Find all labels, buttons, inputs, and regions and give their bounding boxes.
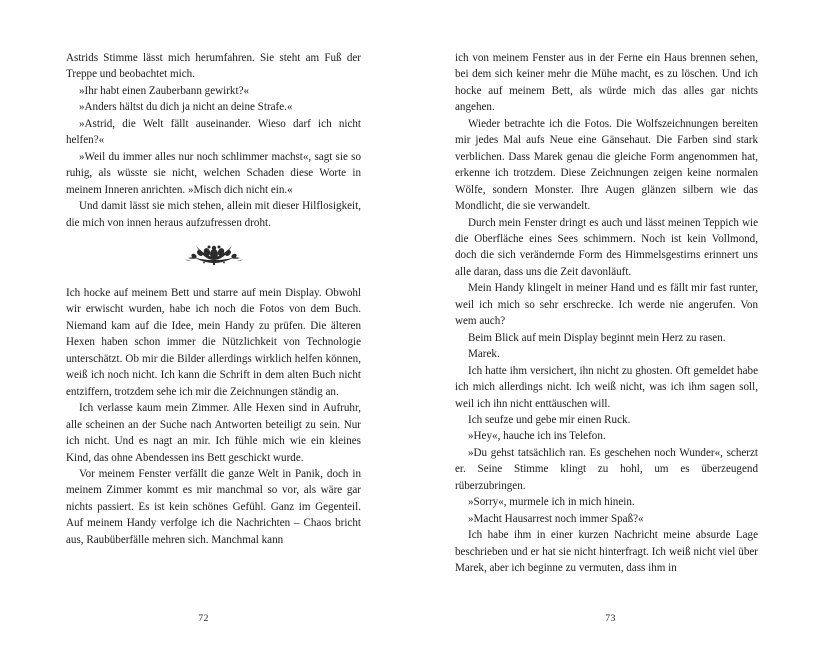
left-page-body — [66, 50, 361, 548]
paragraph: Vor meinem Fenster verfällt die ganze Welt in Panik, doch in meinem Zimmer kommt es mir manchmal so vor, als wäre gar nichts passiert. Es ist kein schönes Gefühl. Ganz im Gegenteil. Auf meinem Handy verfolge ich die Nachrichten – Chaos bricht aus, Raubüberfälle mehren sich. Manchmal kann — [66, 467, 361, 546]
paragraph: Ich habe ihm in einer kurzen Nachricht meine absurde Lage beschrieben und er hat sie nicht hinterfragt. Ich weiß nicht viel über Marek, aber ich beginne zu vermuten, dass ihm in — [455, 529, 758, 575]
paragraph: Mein Handy klingelt in meiner Hand und es fällt mir fast runter, weil ich mich so sehr erschrecke. Ich werde nie angerufen. Von wem auch? — [455, 282, 758, 328]
paragraph: »Sorry«, murmele ich in mich hinein. — [468, 496, 635, 509]
page-number-left: 72 — [198, 613, 209, 624]
paragraph: Durch mein Fenster dringt es auch und lässt meinen Teppich wie die Oberfläche eines Sees schimmern. Noch ist kein Vollmond, doch die sich verändernde Form des Himmelsgestirns erinnert uns alle daran, dass uns die Zeit davonläuft. — [455, 216, 758, 278]
paragraph: »Astrid, die Welt fällt auseinander. Wieso darf ich nicht helfen?« — [66, 117, 361, 147]
paragraph: Ich verlasse kaum mein Zimmer. Alle Hexen sind in Aufruhr, alle scheinen an der Suche nach Antworten beteiligt zu sein. Nur ich nicht. Und es nagt an mir. Ich fühle mich wie ein kleines Kind, das ohne Abendessen ins Bett geschickt wurde. — [66, 402, 361, 464]
paragraph: »Weil du immer alles nur noch schlimmer machst«, sagt sie so ruhig, als wüsste sie nicht, welchen Schaden diese Worte in meinem Inneren anrichten. »Misch dich nicht ein.« — [66, 150, 361, 196]
paragraph: Ich hatte ihm versichert, ihn nicht zu ghosten. Oft gemeldet habe ich mich allerdings nicht. Ich weiß nicht, was ich ihm sagen soll, weil ich ihn nicht enttäuschen will. — [455, 364, 758, 410]
paragraph: ich von meinem Fenster aus in der Ferne ein Haus brennen sehen, bei dem sich keiner mehr die Mühe macht, es zu löschen. Und ich hocke auf meinem Bett, als würde mich das alles gar nichts angehen. — [455, 52, 758, 114]
paragraph: Und damit lässt sie mich stehen, allein mit dieser Hilflosigkeit, die mich von innen heraus aufzufressen droht. — [66, 200, 361, 229]
floral-ornament-icon — [66, 242, 361, 272]
paragraph: »Anders hältst du dich ja nicht an deine Strafe.« — [79, 101, 293, 114]
right-page-body — [455, 50, 758, 577]
paragraph: Astrids Stimme lässt mich herumfahren. Sie steht am Fuß der Treppe und beobachtet mich. — [66, 52, 361, 81]
paragraph: Beim Blick auf mein Display beginnt mein Herz zu rasen. — [468, 331, 726, 344]
page-number-right: 73 — [605, 613, 616, 624]
paragraph: Wieder betrachte ich die Fotos. Die Wolfszeichnungen bereiten mir jedes Mal aufs Neue eine Gänsehaut. Die Farben sind stark verblichen. Dass Marek genau die gleiche Form angenommen hat, erkenne ich trotzdem. Diese Zeichnungen zeigen keine normalen Wölfe, sondern Monster. Ihre Augen glänzen silbern wie das Mondlicht, die sie verwandelt. — [455, 117, 758, 213]
paragraph: »Ihr habt einen Zauberbann gewirkt?« — [79, 84, 250, 97]
paragraph: Ich hocke auf meinem Bett und starre auf mein Display. Obwohl wir erwischt wurden, habe ich noch die Fotos von dem Buch. Niemand kam auf die Idee, mein Handy zu prüfen. Die älteren Hexen haben schon immer die Nützlichkeit von Technologie unterschätzt. Ob mir die Bilder allerdings wirklich helfen können, weiß ich noch nicht. Ich kann die Schrift in dem alten Buch nicht entziffern, trotzdem sehe ich mir die Zeichnungen ständig an. — [66, 286, 361, 398]
paragraph: »Macht Hausarrest noch immer Spaß?« — [468, 512, 644, 525]
paragraph: Marek. — [468, 348, 500, 361]
page-right — [407, 0, 814, 648]
paragraph: »Du gehst tatsächlich ran. Es geschehen noch Wunder«, scherzt er. Seine Stimme klingt zu hohl, um es überzeugend rüberzubringen. — [455, 446, 758, 492]
paragraph: »Hey«, hauche ich ins Telefon. — [468, 430, 606, 443]
paragraph: Ich seufze und gebe mir einen Ruck. — [468, 413, 631, 426]
